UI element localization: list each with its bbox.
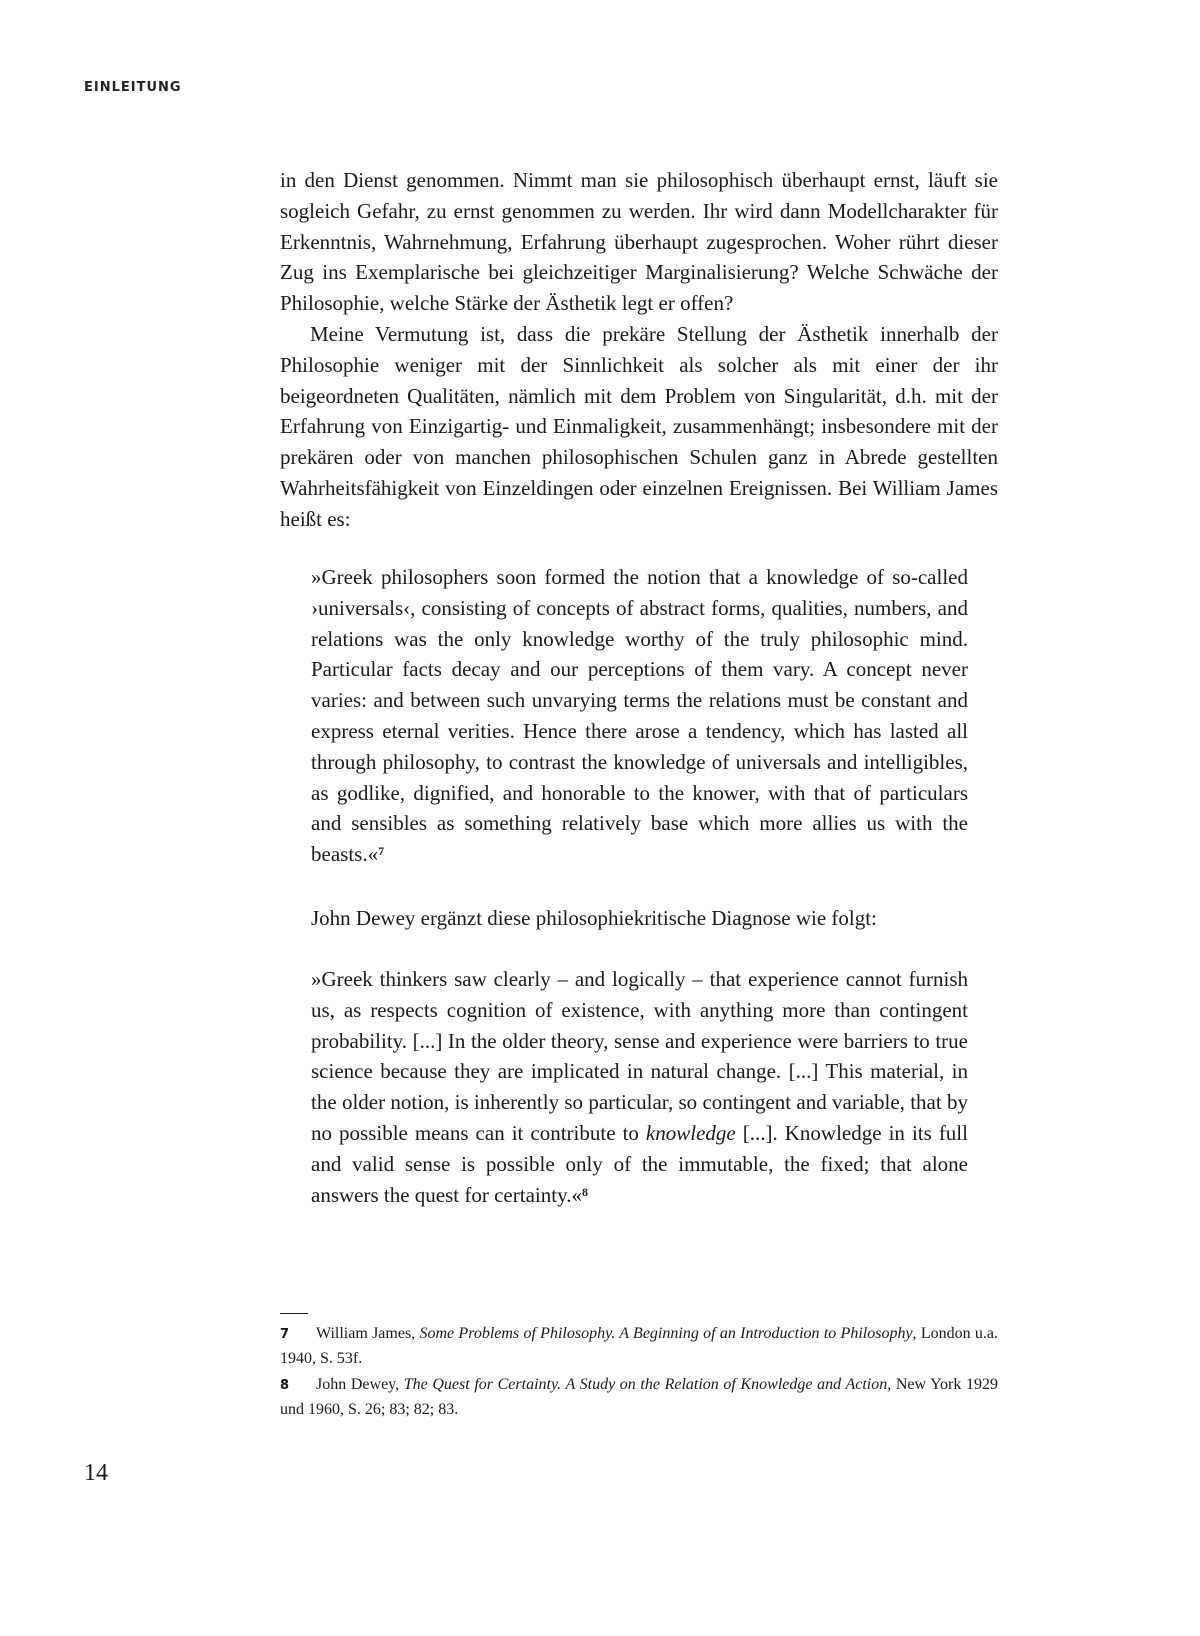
block-quote-james [311,562,968,870]
paragraph-2: Meine Vermutung ist, dass die prekäre Stellung der Ästhetik innerhalb der Philosophie weniger mit der Sinnlichkeit als solcher als mit einer der ihr beigeordneten Qualitäten, nämlich mit dem Problem von Singularität, d.h. mit der Erfahrung von Einzigartig- und Einmaligkeit, zusammenhängt; insbesondere mit der prekären oder von manchen philosophischen Schulen ganz in Abrede gestellten Wahrheitsfähigkeit von Einzeldingen oder einzelnen Ereignissen. Bei William James heißt es: [280,321,998,531]
block-quote-dewey-text-after: [...]. Knowledge in its full and valid sense is possible only of the immutable, the fixed; that alone answers the quest for certainty.« [311,1120,968,1207]
block-quote-dewey [311,964,968,1210]
running-head: EINLEITUNG [84,80,182,95]
footnote-8 [280,1373,998,1422]
footnote-ref-7[interactable]: 7 [378,844,385,859]
footnote-title: The Quest for Certainty. A Study on the Relation of Knowledge and Action [403,1376,888,1393]
footnote-ref-8[interactable]: 8 [581,1184,588,1199]
footnote-publication: , New York 1929 und 1960, S. 26; 83; 82; 83. [280,1376,998,1418]
footnotes [280,1322,998,1424]
block-quote-james-text: »Greek philosophers soon formed the notion that a knowledge of so-called ›universals‹, consisting of concepts of abstract forms, qualities, numbers, and relations was the only knowledge worthy of the truly philosophic mind. Particular facts decay and our perceptions of them vary. A concept never varies: and between such unvarying terms the relations must be constant and express eternal verities. Hence there arose a tendency, which has lasted all through philosophy, to contrast the knowledge of universals and intelligibles, as godlike, dignified, and honorable to the knower, with that of particulars and sensibles as something relatively base which more allies us with the beasts.« [311,565,968,867]
paragraph-1: in den Dienst genommen. Nimmt man sie philosophisch überhaupt ernst, läuft sie sogleich Gefahr, zu ernst genommen zu werden. Ihr wird dann Modellcharakter für Erkenntnis, Wahrnehmung, Erfahrung überhaupt zugesprochen. Woher rührt dieser Zug ins Exemplarische bei gleichzeitiger Marginalisierung? Welche Schwäche der Philosophie, welche Stärke der Ästhetik legt er offen? [280,168,998,316]
footnote-7 [280,1322,998,1371]
footnote-author: John Dewey, [316,1376,404,1393]
footnote-author: William James, [316,1325,420,1342]
quote-intro-dewey: John Dewey ergänzt diese philosophiekritische Diagnose wie folgt: [311,906,877,930]
footnote-publication: , London u.a. 1940, S. 53f. [280,1325,998,1367]
footnote-separator [280,1313,308,1314]
footnote-number: 7 [280,1327,290,1342]
page-number: 14 [84,1460,108,1486]
main-body-text [280,165,998,535]
footnote-number: 8 [280,1378,290,1393]
footnote-title: Some Problems of Philosophy. A Beginning of an Introduction to Philosophy [419,1325,913,1342]
block-quote-dewey-emphasis: knowledge [645,1120,736,1145]
block-quote-dewey-text-before: »Greek thinkers saw clearly – and logically – that experience cannot furnish us, as respects cognition of existence, with anything more than contingent probability. [...] In the older theory, sense and experience were barriers to true science because they are implicated in natural change. [...] This material, in the older notion, is inherently so particular, so contingent and variable, that by no possible means can it contribute to [311,967,968,1145]
